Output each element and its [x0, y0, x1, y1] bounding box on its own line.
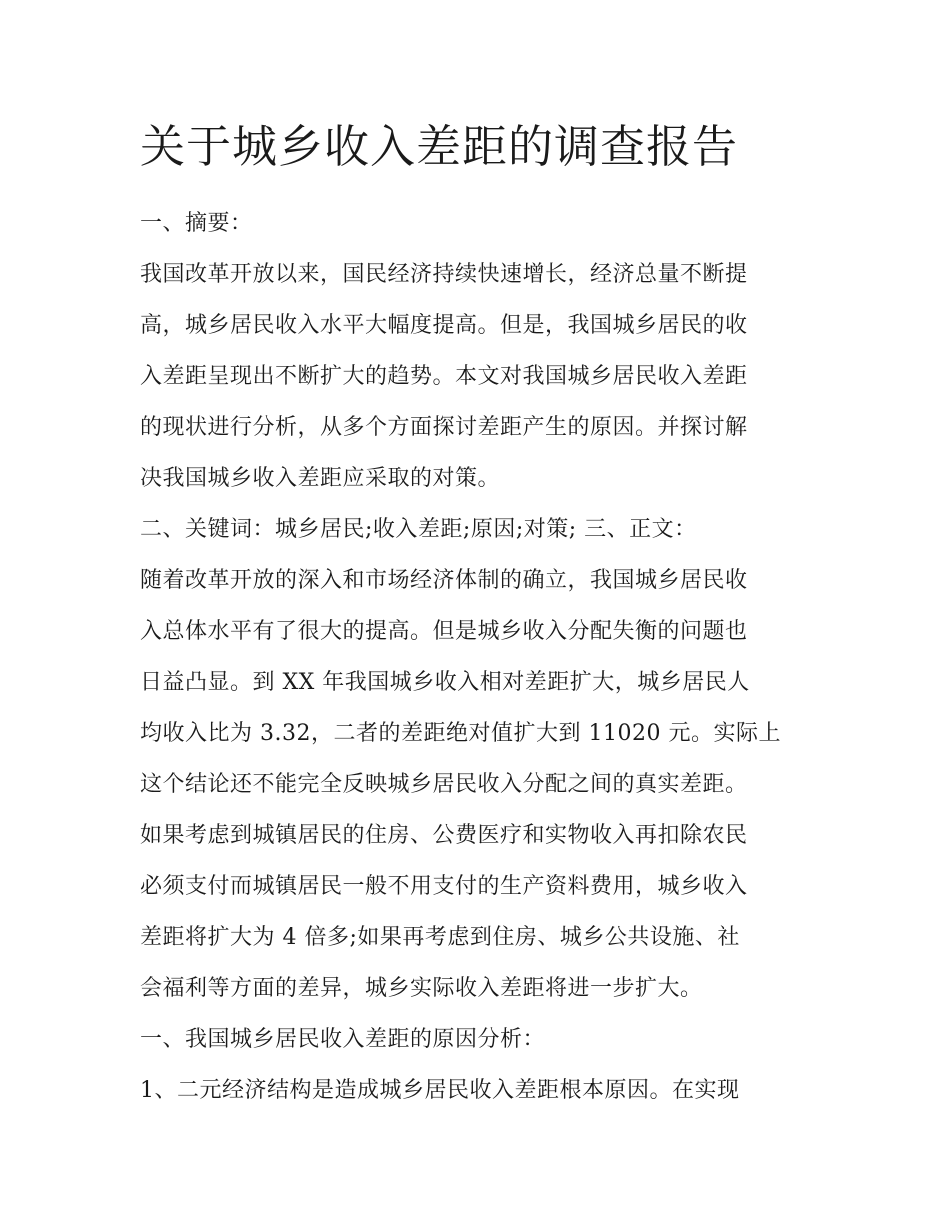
paragraph-line: 入差距呈现出不断扩大的趋势。本文对我国城乡居民收入差距 — [140, 364, 748, 389]
paragraph-line: 差距将扩大为 4 倍多;如果再考虑到住房、城乡公共设施、社 — [140, 925, 740, 950]
paragraph-line: 1、二元经济结构是造成城乡居民收入差距根本原因。在实现 — [140, 1078, 740, 1103]
paragraph-line: 随着改革开放的深入和市场经济体制的确立，我国城乡居民收 — [140, 568, 748, 593]
paragraph-line: 高，城乡居民收入水平大幅度提高。但是，我国城乡居民的收 — [140, 313, 748, 338]
paragraph-line: 我国改革开放以来，国民经济持续快速增长，经济总量不断提 — [140, 262, 748, 287]
paragraph-line: 如果考虑到城镇居民的住房、公费医疗和实物收入再扣除农民 — [140, 823, 748, 848]
paragraph-line: 必须支付而城镇居民一般不用支付的生产资料费用，城乡收入 — [140, 874, 748, 899]
paragraph-line: 决我国城乡收入差距应采取的对策。 — [140, 466, 501, 491]
paragraph-line: 这个结论还不能完全反映城乡居民收入分配之间的真实差距。 — [140, 772, 748, 797]
document-title: 关于城乡收入差距的调查报告 — [140, 120, 739, 173]
paragraph-line: 入总体水平有了很大的提高。但是城乡收入分配失衡的问题也 — [140, 619, 748, 644]
document-body — [140, 198, 812, 1116]
keywords-heading: 二、关键词：城乡居民;收入差距;原因;对策; 三、正文： — [140, 517, 697, 542]
paragraph-line: 均收入比为 3.32，二者的差距绝对值扩大到 11020 元。实际上 — [140, 721, 781, 746]
paragraph-line: 会福利等方面的差异，城乡实际收入差距将进一步扩大。 — [140, 976, 703, 1001]
section-heading: 一、我国城乡居民收入差距的原因分析： — [140, 1027, 546, 1052]
document-page — [140, 112, 812, 1116]
abstract-heading: 一、摘要： — [140, 211, 253, 236]
paragraph-line: 的现状进行分析，从多个方面探讨差距产生的原因。并探讨解 — [140, 415, 748, 440]
paragraph-line: 日益凸显。到 XX 年我国城乡收入相对差距扩大，城乡居民人 — [140, 670, 750, 695]
